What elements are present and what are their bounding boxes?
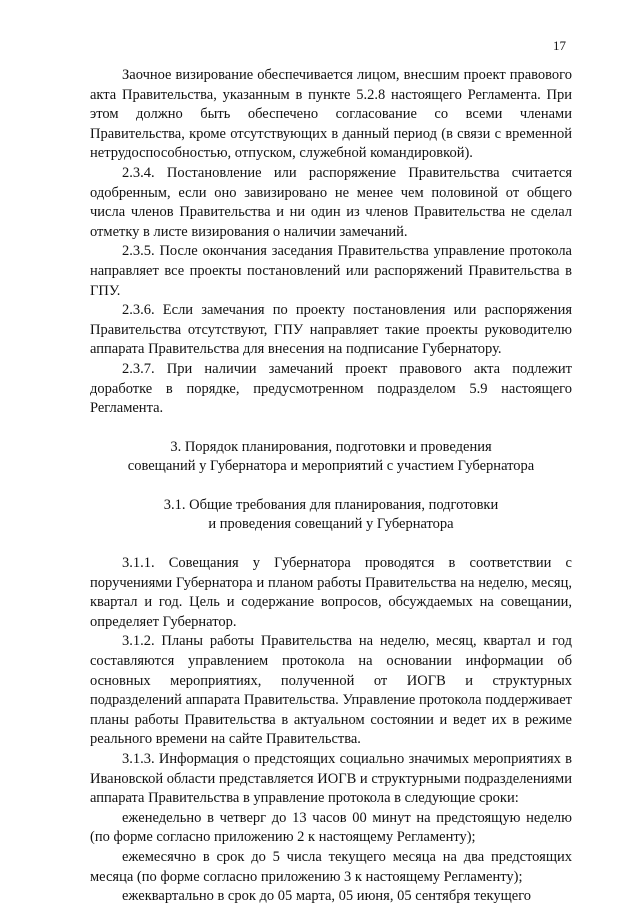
page-number: 17: [553, 38, 566, 53]
paragraph-quarterly-deadline: ежеквартально в срок до 05 марта, 05 июня, 05 сентября текущего: [122, 888, 532, 905]
section-3-1-heading: [90, 496, 572, 535]
paragraph-zaochnoe-vizirovanie: Заочное визирование обеспечивается лицом, внесшим проект правового акта Правительства, указанным в пункте 5.2.8 настоящего Регламента. При этом должно быть обеспечено согласование со всеми членами Правительства, кроме отсутствующих в данный период (в связи с временной нетрудоспособностью, отпуском, служебной командировкой).: [90, 67, 572, 162]
section-3-1-heading-line-2: и проведения совещаний у Губернатора: [208, 516, 454, 533]
paragraph-monthly-deadline: ежемесячно в срок до 5 числа текущего месяца на два предстоящих месяца (по форме согласно приложению 3 к настоящему Регламенту);: [90, 848, 572, 885]
paragraph-2-3-6: 2.3.6. Если замечания по проекту постановления или распоряжения Правительства отсутствуют, ГПУ направляет такие проекты руководителю аппарата Правительства для внесения на подписание Губернатору.: [90, 302, 572, 358]
section-3-heading-line-1: 3. Порядок планирования, подготовки и проведения: [170, 438, 492, 455]
paragraph-weekly-deadline: еженедельно в четверг до 13 часов 00 минут на предстоящую неделю (по форме согласно приложению 2 к настоящему Регламенту);: [90, 809, 572, 846]
paragraph-2-3-7: 2.3.7. При наличии замечаний проект правового акта подлежит доработке в порядке, предусмотренном подразделом 5.9 настоящего Регламента.: [90, 360, 572, 417]
paragraph-2-3-4: 2.3.4. Постановление или распоряжение Правительства считается одобренным, если оно завизировано не менее чем половиной от общего числа членов Правительства и ни один из членов Правительства не сделал отметку в листе визирования о наличии замечаний.: [90, 164, 572, 240]
paragraph-3-1-2: 3.1.2. Планы работы Правительства на неделю, месяц, квартал и год составляются управлением протокола на основании информации об основных мероприятиях, полученной от ИОГВ и структурных подразделений аппарата Правительства. Управление протокола поддерживает планы работы Правительства в актуальном состоянии и ведет их в режиме реального времени на сайте Правительства.: [90, 633, 572, 748]
section-3-1-heading-line-1: 3.1. Общие требования для планирования, подготовки: [163, 496, 499, 513]
paragraph-3-1-1: 3.1.1. Совещания у Губернатора проводятся в соответствии с поручениями Губернатора и планом работы Правительства на неделю, месяц, квартал и год. Цель и содержание вопросов, обсуждаемых на совещании, определяет Губернатор.: [90, 555, 572, 630]
section-3-heading: [90, 438, 572, 477]
section-3-heading-line-2: совещаний у Губернатора и мероприятий с участием Губернатора: [127, 458, 535, 475]
paragraph-2-3-5: 2.3.5. После окончания заседания Правительства управление протокола направляет все проекты постановлений или распоряжений Правительства в ГПУ.: [90, 243, 572, 299]
document-body: [90, 66, 572, 907]
paragraph-3-1-3: 3.1.3. Информация о предстоящих социально значимых мероприятиях в Ивановской области представляется ИОГВ и структурными подразделениями аппарата Правительства в управление протокола в следующие сроки:: [90, 751, 572, 807]
